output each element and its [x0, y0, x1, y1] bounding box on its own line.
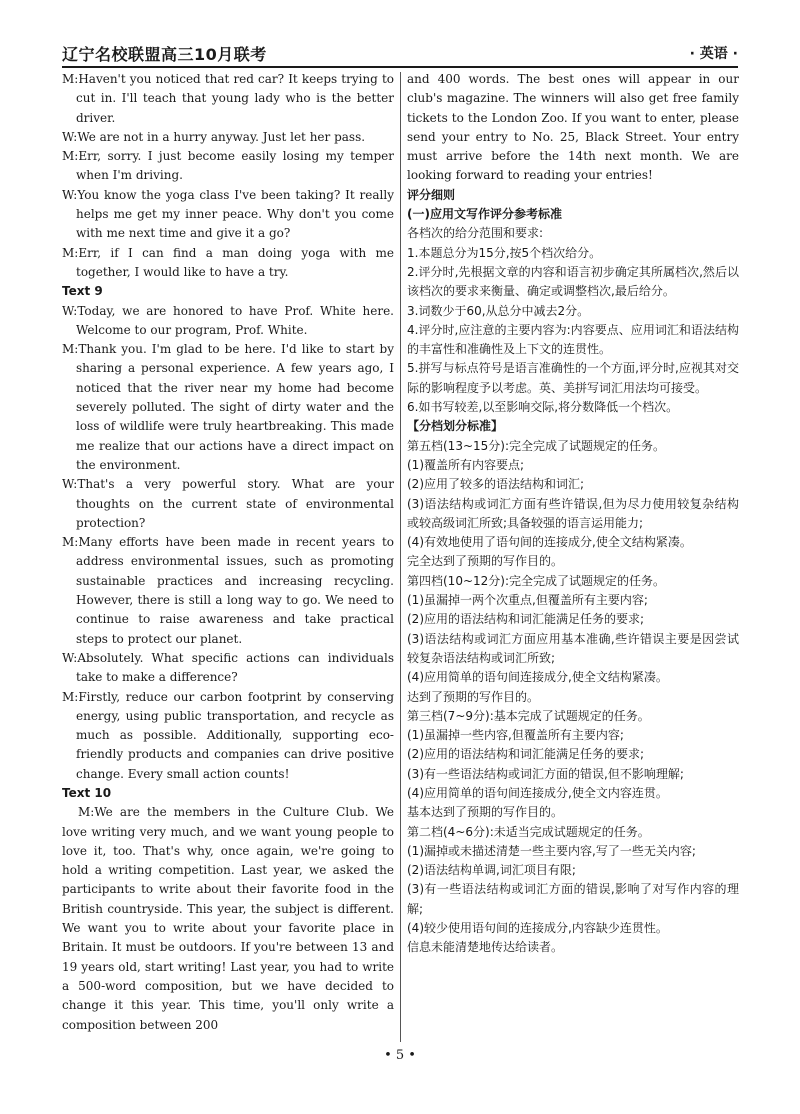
band-line: (1)虽漏掉一两个次重点,但覆盖所有主要内容;: [407, 593, 648, 608]
band-line: (4)有效地使用了语句间的连接成分,使全文结构紧凑。: [407, 535, 692, 550]
dialogue-line: M:Err, if I can find a man doing yoga with me together, I would like to have a try.: [62, 245, 394, 279]
band-line: (1)覆盖所有内容要点;: [407, 457, 525, 472]
dialogue-line: W:You know the yoga class I've been taking? It really helps me get my inner peace. Why don't you come with me next time and give it a go?: [62, 187, 394, 241]
text-10-continuation: and 400 words. The best ones will appear in our club's magazine. The winners will also get free family tickets to the London Zoo. If you want to enter, please send your entry to No. 25, Black Street. Your entry must arrive before the 14th next month. We are looking forward to reading your entries!: [407, 72, 739, 183]
exam-title: 辽宁名校联盟高三10月联考: [62, 45, 267, 64]
band-line: (4)应用简单的语句间连接成分,使全文内容连贯。: [407, 785, 668, 800]
column-divider: [400, 72, 401, 1042]
band-line: (2)应用的语法结构和词汇能满足任务的要求;: [407, 612, 645, 627]
subject-label: · 英语 ·: [689, 46, 738, 62]
scoring-rule: 2.评分时,先根据文章的内容和语言初步确定其所属档次,然后以该档次的要求来衡量、确定或调整档次,最后给分。: [407, 264, 739, 299]
band-heading: 【分档划分标准】: [407, 419, 504, 434]
band-line: (1)虽漏掉一些内容,但覆盖所有主要内容;: [407, 728, 624, 743]
page-number: • 5 •: [384, 1048, 416, 1063]
band-line: (1)漏掉或未描述清楚一些主要内容,写了一些无关内容;: [407, 843, 696, 858]
dialogue-line: M:Firstly, reduce our carbon footprint by conserving energy, using public transportation, and recycle as much as possible. Additionally, supporting eco-friendly products and companies can drive positive change. Every small action counts!: [62, 689, 394, 781]
band-line: (2)应用的语法结构和词汇能满足任务的要求;: [407, 747, 645, 762]
dialogue-line: M:Many efforts have been made in recent years to address environmental issues, such as promoting sustainable practices and increasing recycling. However, there is still a long way to go. We need to continue to raise awareness and take practical steps to protect our planet.: [62, 535, 394, 646]
dialogue-line: W:Today, we are honored to have Prof. White here. Welcome to our program, Prof. White.: [62, 303, 394, 337]
scoring-rule: 1.本题总分为15分,按5个档次给分。: [407, 245, 602, 260]
dialogue-line: W:Absolutely. What specific actions can individuals take to make a difference?: [62, 650, 394, 685]
band-line: (4)应用简单的语句间连接成分,使全文结构紧凑。: [407, 670, 668, 685]
scoring-heading: 评分细则: [407, 187, 456, 202]
band-line: 第二档(4~6分):未适当完成试题规定的任务。: [407, 824, 650, 839]
right-column: [407, 70, 739, 958]
band-line: (4)较少使用语句间的连接成分,内容缺少连贯性。: [407, 921, 668, 936]
dialogue-line: W:That's a very powerful story. What are your thoughts on the current state of environmental protection?: [62, 477, 394, 530]
dialogue-line: M:Err, sorry. I just become easily losing my temper when I'm driving.: [62, 149, 394, 183]
dialogue-line: M:Haven't you noticed that red car? It keeps trying to cut in. I'll teach that young lady who is the better driver.: [62, 72, 394, 125]
band-line: (2)语法结构单调,词汇项目有限;: [407, 863, 576, 878]
left-column: [62, 70, 394, 1035]
band-line: (3)语法结构或词汇方面应用基本准确,些许错误主要是因尝试较复杂语法结构或词汇所致;: [407, 631, 739, 665]
scoring-rule: 6.如书写较差,以至影响交际,将分数降低一个档次。: [407, 400, 679, 415]
band-line: 信息未能清楚地传达给读者。: [407, 940, 564, 955]
band-line: 第三档(7~9分):基本完成了试题规定的任务。: [407, 708, 650, 723]
scoring-rule: 各档次的给分范围和要求:: [407, 226, 544, 241]
scoring-rule: 4.评分时,应注意的主要内容为:内容要点、应用词汇和语法结构的丰富性和准确性及上下文的连贯性。: [407, 322, 739, 357]
text-10-paragraph: M:We are the members in the Culture Club. We love writing very much, and we want young people to love it, too. That's why, once again, we're going to hold a writing competition. Last year, we asked the participants to write about their favorite food in the British countryside. This year, the subject is different. We want you to write about your favorite place in Britain. It must be outdoors. If you're between 13 and 19 years old, start writing! Last year, you had to write a 500-word composition, but we have decided to change it this year. This time, you'll only write a composition between 200: [62, 805, 394, 1032]
band-line: 第五档(13~15分):完全完成了试题规定的任务。: [407, 438, 666, 453]
band-line: (2)应用了较多的语法结构和词汇;: [407, 477, 585, 492]
page-header: [62, 40, 738, 68]
band-line: (3)语法结构或词汇方面有些许错误,但为尽力使用较复杂结构或较高级词汇所致;具备较强的语言运用能力;: [407, 496, 739, 530]
scoring-rule: 3.词数少于60,从总分中减去2分。: [407, 303, 590, 318]
scoring-rule: 5.拼写与标点符号是语言准确性的一个方面,评分时,应视其对交际的影响程度予以考虑。英、美拼写词汇用法均可接受。: [407, 361, 739, 395]
band-line: (3)有一些语法结构或词汇方面的错误,影响了对写作内容的理解;: [407, 882, 739, 916]
text-9-heading: Text 9: [62, 284, 103, 299]
band-line: 第四档(10~12分):完全完成了试题规定的任务。: [407, 573, 666, 588]
band-line: 基本达到了预期的写作目的。: [407, 805, 564, 820]
scoring-subheading: (一)应用文写作评分参考标准: [407, 207, 562, 222]
dialogue-line: M:Thank you. I'm glad to be here. I'd like to start by sharing a personal experience. A few years ago, I noticed that the river near my home had become severely polluted. The sight of dirty water and the loss of wildlife were truly heartbreaking. This made me realize that our actions have a direct impact on the environment.: [62, 342, 394, 472]
dialogue-line: W:We are not in a hurry anyway. Just let her pass.: [62, 129, 366, 144]
text-10-heading: Text 10: [62, 785, 112, 800]
band-line: 完全达到了预期的写作目的。: [407, 554, 564, 569]
band-line: 达到了预期的写作目的。: [407, 689, 540, 704]
band-line: (3)有一些语法结构或词汇方面的错误,但不影响理解;: [407, 766, 684, 781]
